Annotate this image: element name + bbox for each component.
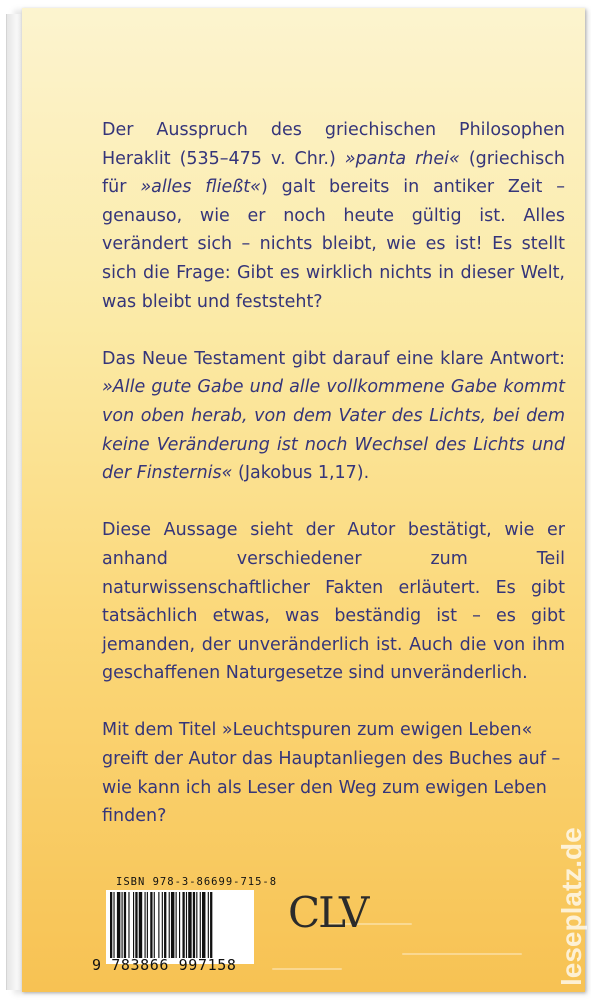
barcode-bar — [200, 892, 201, 958]
barcode-bar — [128, 892, 129, 958]
publisher-logo: CLV — [288, 888, 368, 937]
barcode-bar — [169, 892, 170, 958]
book-back-cover — [22, 8, 585, 992]
barcode-bar — [154, 892, 155, 958]
barcode-bar — [186, 892, 187, 958]
barcode-bar — [182, 892, 184, 958]
barcode-bar — [193, 892, 195, 958]
barcode-bar — [158, 892, 159, 958]
blurb-text — [102, 116, 565, 859]
decor-wave — [272, 968, 342, 970]
barcode-bar — [122, 892, 123, 958]
barcode-bar — [164, 892, 166, 958]
blurb-paragraph-3: Diese Aussage sieht der Autor bestätigt, wie er anhand verschiedener zum Teil naturwissenschaftlicher Fakten erläutert. Es gibt tatsächlich etwas, was beständig ist – es gibt jemanden, der unveränderlich ist. Auch die von ihm geschaffenen Naturgesetze sind unveränderlich. — [102, 520, 565, 684]
watermark-text: leseplatz.de — [556, 827, 587, 986]
isbn-label: ISBN 978-3-86699-715-8 — [116, 876, 278, 888]
barcode-bar — [110, 892, 112, 958]
barcode-bar — [208, 892, 209, 958]
decor-wave — [402, 953, 522, 955]
barcode-bar — [188, 892, 191, 958]
barcode-bar — [150, 892, 152, 958]
blurb-paragraph-4: Mit dem Titel »Leuchtspuren zum ewigen Leben« greift der Autor das Hauptanliegen des Buches auf – wie kann ich als Leser den Weg zum ewigen Leben finden? — [102, 720, 561, 827]
ean-digits: 9 783866 997158 — [92, 956, 237, 974]
barcode-bar — [196, 892, 197, 958]
barcode-bar — [117, 892, 120, 958]
barcode-bar — [210, 892, 212, 958]
barcode-bar — [135, 892, 137, 958]
isbn-barcode — [92, 876, 278, 980]
barcode-bar — [179, 892, 180, 958]
barcode-bar — [202, 892, 205, 958]
watermark-graphic — [555, 690, 587, 990]
barcode-bar — [176, 892, 177, 958]
barcode-bar — [139, 892, 142, 958]
barcode-bar — [124, 892, 126, 958]
barcode-bar — [171, 892, 174, 958]
barcode-bar — [113, 892, 114, 958]
barcode-bar — [133, 892, 134, 958]
barcode-bar — [145, 892, 146, 958]
blurb-paragraph-2: Das Neue Testament gibt darauf eine klare Antwort: »Alle gute Gabe und alle vollkommene Gabe kommt von oben herab, von dem Vater des Lichts, bei dem keine Veränderung ist noch Wechsel des Lichts und der Finsternis« (Jakobus 1,17). — [102, 348, 565, 484]
barcode-graphic — [110, 892, 250, 958]
barcode-bar — [162, 892, 163, 958]
blurb-paragraph-1: Der Ausspruch des griechischen Philosophen Heraklit (535–475 v. Chr.) »panta rhei« (griechisch für »alles fließt«) galt bereits in antiker Zeit – genauso, wie er noch heute gültig ist. Alles verändert sich – nichts bleibt, wie es ist! Es stellt sich die Frage: Gibt es wirklich nichts in dieser Welt, was bleibt und feststeht? — [102, 120, 565, 312]
barcode-bars — [106, 890, 254, 964]
watermark — [555, 690, 587, 990]
barcode-bar — [147, 892, 148, 958]
